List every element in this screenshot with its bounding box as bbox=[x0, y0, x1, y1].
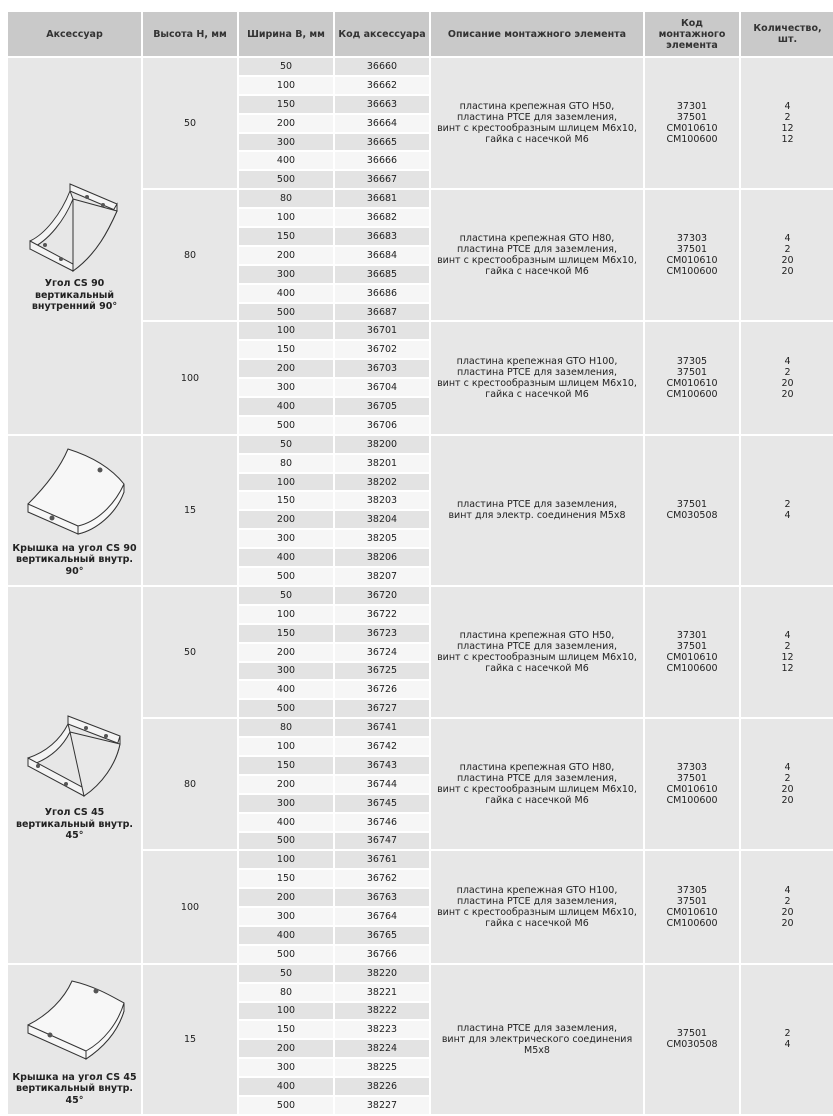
accessory-block bbox=[8, 973, 141, 1107]
accessory-name: Угол CS 45 вертикальный внутр. 45° bbox=[15, 807, 134, 842]
width-cell: 150 bbox=[239, 625, 333, 642]
width-cell: 200 bbox=[239, 776, 333, 793]
code-cell: 38203 bbox=[335, 492, 429, 509]
qty-cell: 4 2 12 12 bbox=[741, 587, 833, 717]
width-cell: 100 bbox=[239, 606, 333, 623]
table-row bbox=[8, 587, 833, 604]
angle-cs90-inner-icon bbox=[25, 179, 125, 274]
header-accessory: Аксессуар bbox=[8, 12, 141, 56]
code-cell: 36743 bbox=[335, 757, 429, 774]
width-cell: 100 bbox=[239, 1003, 333, 1020]
code-cell: 38220 bbox=[335, 965, 429, 982]
qty-cell: 2 4 bbox=[741, 436, 833, 585]
qty-cell: 4 2 12 12 bbox=[741, 58, 833, 188]
width-cell: 400 bbox=[239, 398, 333, 415]
code-cell: 36684 bbox=[335, 247, 429, 264]
width-cell: 150 bbox=[239, 492, 333, 509]
code-cell: 36762 bbox=[335, 870, 429, 887]
code-cell: 36744 bbox=[335, 776, 429, 793]
description-cell: пластина крепежная GTO H50, пластина PTCE для заземления, винт с крестообразным шлицем M6x10, гайка с насечкой M6 bbox=[431, 58, 643, 188]
width-cell: 200 bbox=[239, 1040, 333, 1057]
code-cell: 36747 bbox=[335, 833, 429, 850]
width-cell: 150 bbox=[239, 96, 333, 113]
code-cell: 36746 bbox=[335, 814, 429, 831]
width-cell: 400 bbox=[239, 549, 333, 566]
width-cell: 100 bbox=[239, 474, 333, 491]
width-cell: 100 bbox=[239, 738, 333, 755]
code-cell: 38221 bbox=[335, 984, 429, 1001]
code-cell: 36683 bbox=[335, 228, 429, 245]
width-cell: 500 bbox=[239, 1097, 333, 1114]
width-cell: 200 bbox=[239, 115, 333, 132]
width-cell: 50 bbox=[239, 436, 333, 453]
element-code-cell: 37303 37501 CM010610 CM100600 bbox=[645, 190, 739, 320]
code-cell: 36663 bbox=[335, 96, 429, 113]
header-height: Высота Н, мм bbox=[143, 12, 237, 56]
accessory-block bbox=[8, 179, 141, 313]
description-cell: пластина крепежная GTO H100, пластина PTCE для заземления, винт с крестообразным шлицем M6x10, гайка с насечкой M6 bbox=[431, 322, 643, 433]
width-cell: 50 bbox=[239, 965, 333, 982]
width-cell: 400 bbox=[239, 681, 333, 698]
code-cell: 36726 bbox=[335, 681, 429, 698]
width-cell: 150 bbox=[239, 1021, 333, 1038]
height-cell: 15 bbox=[143, 965, 237, 1114]
code-cell: 36764 bbox=[335, 908, 429, 925]
height-cell: 50 bbox=[143, 587, 237, 717]
code-cell: 36766 bbox=[335, 946, 429, 963]
code-cell: 36681 bbox=[335, 190, 429, 207]
element-code-cell: 37305 37501 CM010610 CM100600 bbox=[645, 851, 739, 962]
header-description: Описание монтажного элемента bbox=[431, 12, 643, 56]
width-cell: 300 bbox=[239, 379, 333, 396]
code-cell: 36722 bbox=[335, 606, 429, 623]
width-cell: 200 bbox=[239, 360, 333, 377]
width-cell: 500 bbox=[239, 171, 333, 188]
code-cell: 36761 bbox=[335, 851, 429, 868]
table-body bbox=[8, 58, 833, 1114]
element-code-cell: 37501 CM030508 bbox=[645, 436, 739, 585]
width-cell: 300 bbox=[239, 134, 333, 151]
width-cell: 500 bbox=[239, 700, 333, 717]
width-cell: 100 bbox=[239, 209, 333, 226]
height-cell: 50 bbox=[143, 58, 237, 188]
code-cell: 36667 bbox=[335, 171, 429, 188]
qty-cell: 4 2 20 20 bbox=[741, 851, 833, 962]
code-cell: 38202 bbox=[335, 474, 429, 491]
width-cell: 300 bbox=[239, 795, 333, 812]
height-cell: 100 bbox=[143, 322, 237, 433]
accessory-block bbox=[8, 708, 141, 842]
description-cell: пластина крепежная GTO H80, пластина PTCE для заземления, винт с крестообразным шлицем M6x10, гайка с насечкой M6 bbox=[431, 190, 643, 320]
code-cell: 38205 bbox=[335, 530, 429, 547]
width-cell: 200 bbox=[239, 511, 333, 528]
qty-cell: 4 2 20 20 bbox=[741, 322, 833, 433]
code-cell: 38200 bbox=[335, 436, 429, 453]
header-width: Ширина В, мм bbox=[239, 12, 333, 56]
code-cell: 36763 bbox=[335, 889, 429, 906]
code-cell: 36686 bbox=[335, 285, 429, 302]
element-code-cell: 37301 37501 CM010610 CM100600 bbox=[645, 58, 739, 188]
width-cell: 300 bbox=[239, 530, 333, 547]
cover-cs90-icon bbox=[20, 444, 130, 539]
width-cell: 300 bbox=[239, 266, 333, 283]
code-cell: 36682 bbox=[335, 209, 429, 226]
qty-cell: 4 2 20 20 bbox=[741, 190, 833, 320]
width-cell: 100 bbox=[239, 322, 333, 339]
width-cell: 400 bbox=[239, 152, 333, 169]
accessory-name: Крышка на угол CS 45 вертикальный внутр. 45° bbox=[12, 1071, 137, 1106]
code-cell: 36741 bbox=[335, 719, 429, 736]
width-cell: 150 bbox=[239, 228, 333, 245]
code-cell: 36701 bbox=[335, 322, 429, 339]
accessory-table bbox=[6, 10, 833, 1116]
code-cell: 38222 bbox=[335, 1003, 429, 1020]
accessory-name: Угол CS 90 вертикальный внутренний 90° bbox=[31, 278, 118, 313]
code-cell: 38225 bbox=[335, 1059, 429, 1076]
qty-cell: 4 2 20 20 bbox=[741, 719, 833, 849]
width-cell: 80 bbox=[239, 719, 333, 736]
code-cell: 38201 bbox=[335, 455, 429, 472]
code-cell: 36725 bbox=[335, 663, 429, 680]
width-cell: 400 bbox=[239, 285, 333, 302]
width-cell: 80 bbox=[239, 984, 333, 1001]
width-cell: 200 bbox=[239, 889, 333, 906]
width-cell: 200 bbox=[239, 247, 333, 264]
element-code-cell: 37501 CM030508 bbox=[645, 965, 739, 1114]
code-cell: 36704 bbox=[335, 379, 429, 396]
width-cell: 400 bbox=[239, 814, 333, 831]
description-cell: пластина крепежная GTO H100, пластина PTCE для заземления, винт с крестообразным шлицем M6x10, гайка с насечкой M6 bbox=[431, 851, 643, 962]
height-cell: 100 bbox=[143, 851, 237, 962]
code-cell: 36742 bbox=[335, 738, 429, 755]
description-cell: пластина PTCE для заземления, винт для электрического соединения M5x8 bbox=[431, 965, 643, 1114]
width-cell: 400 bbox=[239, 927, 333, 944]
width-cell: 50 bbox=[239, 587, 333, 604]
width-cell: 500 bbox=[239, 417, 333, 434]
code-cell: 36703 bbox=[335, 360, 429, 377]
code-cell: 38223 bbox=[335, 1021, 429, 1038]
element-code-cell: 37305 37501 CM010610 CM100600 bbox=[645, 322, 739, 433]
width-cell: 150 bbox=[239, 341, 333, 358]
width-cell: 300 bbox=[239, 1059, 333, 1076]
width-cell: 50 bbox=[239, 58, 333, 75]
accessory-cell bbox=[8, 58, 141, 434]
width-cell: 500 bbox=[239, 833, 333, 850]
width-cell: 100 bbox=[239, 851, 333, 868]
width-cell: 200 bbox=[239, 644, 333, 661]
height-cell: 15 bbox=[143, 436, 237, 585]
header-row bbox=[8, 12, 833, 56]
code-cell: 36660 bbox=[335, 58, 429, 75]
table-row bbox=[8, 58, 833, 75]
code-cell: 36705 bbox=[335, 398, 429, 415]
angle-cs45-icon bbox=[20, 708, 130, 803]
width-cell: 300 bbox=[239, 908, 333, 925]
width-cell: 100 bbox=[239, 77, 333, 94]
table-row bbox=[8, 965, 833, 982]
code-cell: 38204 bbox=[335, 511, 429, 528]
description-cell: пластина крепежная GTO H50, пластина PTCE для заземления, винт с крестообразным шлицем M6x10, гайка с насечкой M6 bbox=[431, 587, 643, 717]
code-cell: 36662 bbox=[335, 77, 429, 94]
code-cell: 36685 bbox=[335, 266, 429, 283]
height-cell: 80 bbox=[143, 719, 237, 849]
code-cell: 38226 bbox=[335, 1078, 429, 1095]
code-cell: 38224 bbox=[335, 1040, 429, 1057]
width-cell: 150 bbox=[239, 757, 333, 774]
code-cell: 38207 bbox=[335, 568, 429, 585]
code-cell: 36665 bbox=[335, 134, 429, 151]
accessory-cell bbox=[8, 436, 141, 585]
table-row bbox=[8, 436, 833, 453]
code-cell: 36745 bbox=[335, 795, 429, 812]
header-code: Код аксессуара bbox=[335, 12, 429, 56]
width-cell: 80 bbox=[239, 455, 333, 472]
header-element-code: Код монтажного элемента bbox=[645, 12, 739, 56]
header-qty: Количество, шт. bbox=[741, 12, 833, 56]
code-cell: 36664 bbox=[335, 115, 429, 132]
code-cell: 36720 bbox=[335, 587, 429, 604]
qty-cell: 2 4 bbox=[741, 965, 833, 1114]
accessory-name: Крышка на угол CS 90 вертикальный внутр. 90° bbox=[12, 542, 137, 577]
element-code-cell: 37301 37501 CM010610 CM100600 bbox=[645, 587, 739, 717]
code-cell: 36702 bbox=[335, 341, 429, 358]
accessory-block bbox=[8, 444, 141, 578]
accessory-cell bbox=[8, 587, 141, 963]
width-cell: 500 bbox=[239, 304, 333, 321]
code-cell: 38206 bbox=[335, 549, 429, 566]
code-cell: 36723 bbox=[335, 625, 429, 642]
accessory-cell bbox=[8, 965, 141, 1114]
description-cell: пластина PTCE для заземления, винт для электр. соединения M5x8 bbox=[431, 436, 643, 585]
width-cell: 500 bbox=[239, 946, 333, 963]
height-cell: 80 bbox=[143, 190, 237, 320]
code-cell: 38227 bbox=[335, 1097, 429, 1114]
description-cell: пластина крепежная GTO H80, пластина PTCE для заземления, винт с крестообразным шлицем M6x10, гайка с насечкой M6 bbox=[431, 719, 643, 849]
code-cell: 36666 bbox=[335, 152, 429, 169]
element-code-cell: 37303 37501 CM010610 CM100600 bbox=[645, 719, 739, 849]
width-cell: 300 bbox=[239, 663, 333, 680]
code-cell: 36687 bbox=[335, 304, 429, 321]
width-cell: 80 bbox=[239, 190, 333, 207]
width-cell: 500 bbox=[239, 568, 333, 585]
width-cell: 150 bbox=[239, 870, 333, 887]
code-cell: 36706 bbox=[335, 417, 429, 434]
width-cell: 400 bbox=[239, 1078, 333, 1095]
code-cell: 36765 bbox=[335, 927, 429, 944]
cover-cs45-icon bbox=[20, 973, 130, 1068]
code-cell: 36727 bbox=[335, 700, 429, 717]
code-cell: 36724 bbox=[335, 644, 429, 661]
